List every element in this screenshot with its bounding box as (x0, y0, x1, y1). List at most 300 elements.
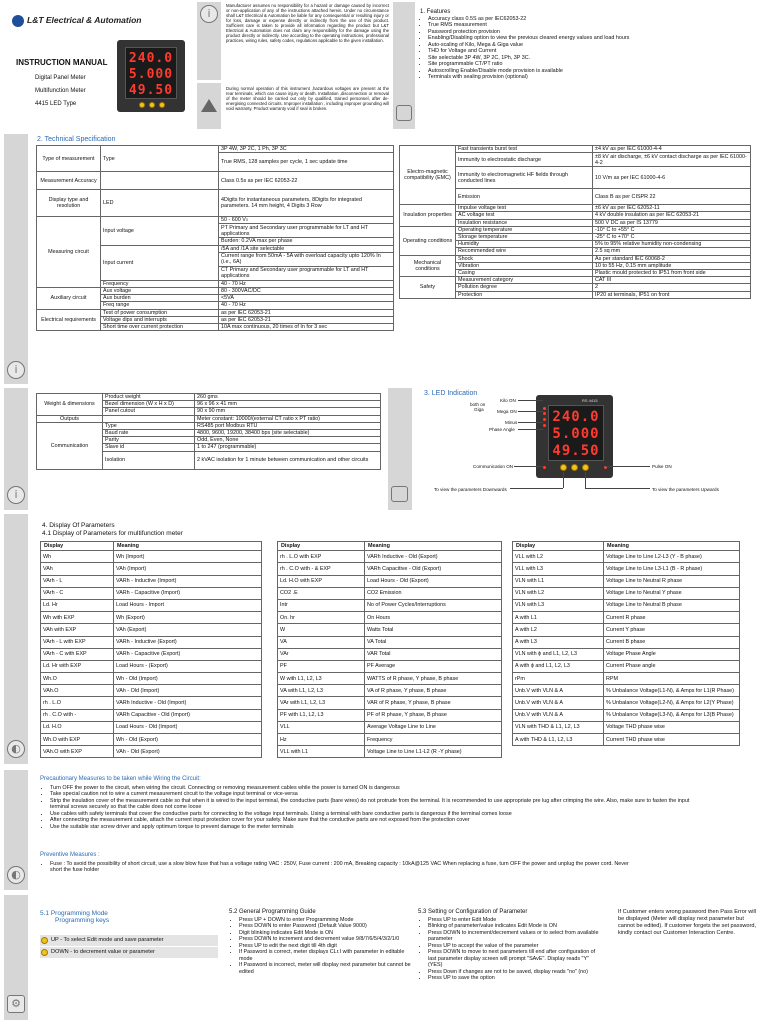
line-down-h (510, 488, 563, 489)
display-meaning: Load Hours - Import (114, 599, 262, 611)
table-row (41, 721, 262, 733)
display-meaning: Average Voltage Line to Line (365, 721, 502, 733)
table-row (513, 563, 740, 575)
precaution-item: • Use cables with safety terminals that cover the conductive parts for connecting to the voltage input terminals. Using a terminal with bare conductive parts is dangerous if the terminal comes loose (50, 811, 747, 817)
warning-icon (201, 99, 217, 112)
cell: Slave id (103, 444, 195, 451)
features-list (420, 16, 760, 81)
password-note: If Customer enters wrong password then Pass Error will be displayed (Meter will display next parameter but cannot be edited). If customer forgets the set password, kindly contact our Customer Interaction Centre. (618, 909, 757, 936)
cell: IP20 at terminals, IP51 on front (593, 291, 751, 298)
display-meaning: RPM (604, 673, 740, 685)
cell: Safety (400, 277, 456, 299)
phys-sidebar (4, 388, 28, 510)
display-code: VLN with L1 (513, 575, 604, 587)
cell: Isolation (103, 451, 195, 469)
cell: CT Primary and Secondary user programmable for LT and HT applications (219, 266, 394, 280)
list-icon (391, 486, 408, 502)
table-row (41, 709, 262, 721)
col-head-meaning: Meaning (604, 542, 740, 551)
meter-model: RS 4415 (582, 398, 598, 403)
cell: as per IEC 62053-21 (219, 309, 394, 316)
cell: Type (101, 146, 219, 172)
line-pulse (606, 466, 650, 467)
cell: Baud rate (103, 430, 195, 437)
display-meaning: VAh - Old (Export) (114, 746, 262, 758)
tech-title: 2. Technical Specification (37, 136, 116, 143)
display-code: VLL (278, 721, 365, 733)
cell: Input voltage (101, 217, 219, 245)
cell: Test of power consumption (101, 309, 219, 316)
cell: Short time over current protection (101, 324, 219, 331)
cell: Recommended wire (456, 248, 593, 255)
meter-button-2 (149, 102, 155, 108)
col-head-display: Display (278, 542, 365, 551)
cell: Insulation resistance (456, 219, 593, 226)
disp-sidebar (4, 514, 28, 764)
phase-led (543, 424, 546, 427)
cell: 10 to 55 Hz, 0.15 mm amplitude (593, 262, 751, 269)
display-meaning: VAh (Export) (114, 624, 262, 636)
display-meaning: Wh (Import) (114, 551, 262, 563)
cell: 2 (593, 284, 751, 291)
cell: Pollution degree (456, 284, 593, 291)
line-minus (518, 422, 543, 423)
display-code: VAr with L1, L2, L3 (278, 697, 365, 709)
preventive-list (42, 861, 642, 874)
table-row (278, 599, 502, 611)
table-row (513, 575, 740, 587)
down-key-text: DOWN - to decrement value or parameter (51, 949, 155, 955)
precaution-title: Precautionary Measures to be taken while Wiring the Circuit: (40, 776, 201, 782)
cell: Product weight (103, 394, 195, 401)
display-meaning: CO2 Emission (365, 587, 502, 599)
guide-title: 5.2 General Programming Guide (229, 909, 316, 915)
cell: 500 V DC as per IS 13779 (593, 219, 751, 226)
display-meaning: VAR Total (365, 648, 502, 660)
feature-item: • Password protection provision (428, 29, 760, 35)
display-code: VAh with EXP (41, 624, 114, 636)
table-row (278, 721, 502, 733)
cell: 3P 4W, 3P 2C, 1 Ph, 3P 3C (219, 146, 394, 153)
cell: 80 - 300VAC/DC (219, 288, 394, 295)
cell: Auxiliary circuit (37, 288, 101, 310)
config-item: • Press Down if changes are not to be saved, display reads "no" (no) (428, 969, 604, 975)
label-both-on: both on (470, 402, 486, 407)
table-row (513, 709, 740, 721)
cell: 40 - 70 Hz (219, 302, 394, 309)
display-code: Wh with EXP (41, 612, 114, 624)
cell: Plastic mould protected to IP51 from front side (593, 270, 751, 277)
info-icon: i (200, 5, 218, 23)
display-meaning: Current Phase angle (604, 660, 740, 672)
cell: 40 - 70 Hz (219, 280, 394, 287)
cell: Storage temperature (456, 234, 593, 241)
config-title: 5.3 Setting or Configuration of Parameter (418, 909, 528, 915)
features-title: 1. Features (420, 9, 451, 15)
label-giga: Giga (474, 407, 484, 412)
display-meaning: Current R phase (604, 612, 740, 624)
features-sidebar (393, 2, 415, 129)
display-code: Ld. Hr (41, 599, 114, 611)
mid-button (571, 464, 578, 471)
display-meaning: VA Total (365, 636, 502, 648)
table-row (513, 624, 740, 636)
cell: Impulse voltage test (456, 205, 593, 212)
display-code: PF with L1, L2, L3 (278, 709, 365, 721)
feature-item: • Accuracy class 0.5S as per IEC62053-22 (428, 16, 760, 22)
display-meaning: Voltage Line to Neutral R phase (604, 575, 740, 587)
cell: ±8 kV air discharge, ±6 kV contact discharge as per IEC 61000-4-2 (593, 153, 751, 167)
cell: 2 kVAC isolation for 1 minute between communication and other circuits (195, 451, 381, 469)
cell: ±4 kV as per IEC 61000-4-4 (593, 146, 751, 153)
display-meaning: Current B phase (604, 636, 740, 648)
mega-led (543, 412, 546, 415)
col-head-meaning: Meaning (114, 542, 262, 551)
disp-subtitle: 4.1 Display of Parameters for multifunction meter (42, 530, 183, 537)
display-meaning: Voltage Line to Line L3-L1 (B - R phase) (604, 563, 740, 575)
table-row (278, 624, 502, 636)
cell: Panel cutout (103, 408, 195, 415)
display-code: Ld. H.O with EXP (278, 575, 365, 587)
display-code: rh . L.O (41, 697, 114, 709)
display-code: CO2 .E (278, 587, 365, 599)
config-list (420, 917, 604, 982)
table-row (278, 660, 502, 672)
display-meaning: VARh - Inductive (Import) (114, 575, 262, 587)
table-row (41, 612, 262, 624)
display-code: VLL with L3 (513, 563, 604, 575)
table-row (41, 746, 262, 758)
meter-row-2: 5.000 (128, 67, 174, 82)
cell: True RMS, 128 samples per cycle, 1 sec update time (219, 153, 394, 172)
cell: ±6 kV as per IEC 62052-11 (593, 205, 751, 212)
display-code: VAh.O (41, 685, 114, 697)
display-code: rh . C.O with - & EXP (278, 563, 365, 575)
table-row (41, 636, 262, 648)
display-code: A with ϕ and L1, L2, L3 (513, 660, 604, 672)
guide-item: • If Password is incorrect, meter will display next parameter but cannot be edited (239, 962, 411, 975)
label-phase-angle: Phase Angle (489, 427, 515, 432)
header-section (0, 0, 768, 132)
meter-image (117, 40, 185, 112)
cell: Meter constant: 10000/(external CT ratio x PT ratio) (195, 415, 381, 422)
feature-item: • Enabling/Disabling option to view the previous cleared energy values and load hours (428, 35, 760, 41)
display-code: VLN with ϕ and L1, L2, L3 (513, 648, 604, 660)
cell: As per standard IEC 60068-2 (593, 255, 751, 262)
display-meaning: % Unbalance Voltage(L3-N), & Amps for L3(B Phase) (604, 709, 740, 721)
display-code: W (278, 624, 365, 636)
display-code: On. hr (278, 612, 365, 624)
cell: 4Digits for instantaneous parameters, 8Digits for integrated parameters. 14 mm height, 4 Digits 3 Row (219, 190, 394, 217)
display-meaning: VARh - Capacitive (Import) (114, 587, 262, 599)
guide-item: • If Password is correct, meter displays CLr.I with parameter in editable mode (239, 949, 411, 962)
table-row (278, 587, 502, 599)
cell: Communication (37, 422, 103, 469)
display-code: VLL with L2 (513, 551, 604, 563)
display-meaning: VA of R phase, Y phase, B phase (365, 685, 502, 697)
table-row (278, 612, 502, 624)
line-up (585, 472, 586, 488)
cell: Operating temperature (456, 226, 593, 233)
manual-title: INSTRUCTION MANUAL (16, 58, 108, 67)
cell: Input current (101, 245, 219, 280)
display-meaning: % Unbalance Voltage(L1-N), & Amps for L1(R Phase) (604, 685, 740, 697)
cell: Class B as per CISPR 22 (593, 189, 751, 205)
table-row (278, 673, 502, 685)
table-row (278, 636, 502, 648)
display-meaning: Current Y phase (604, 624, 740, 636)
cell: Type of measurement (37, 146, 101, 172)
table-row (278, 685, 502, 697)
cell (103, 415, 195, 422)
display-code: Unb.V with VLN & A (513, 709, 604, 721)
table-row (41, 648, 262, 660)
display-code: rh . L.O with EXP (278, 551, 365, 563)
cell: Fast transients burst test (456, 146, 593, 153)
col-head-display: Display (513, 542, 604, 551)
preventive-title: Preventive Measures : (40, 852, 100, 858)
table-row (513, 697, 740, 709)
cell: -10° C to +55° C (593, 226, 751, 233)
precaution-item: • Use the suitable star screw driver and apply optimum torque to prevent damage to the meter terminals (50, 824, 747, 830)
display-meaning: VARh Capacitive - Old (Export) (365, 563, 502, 575)
table-row (278, 648, 502, 660)
info-icon: i (7, 486, 25, 504)
cell: Immunity to electrostatic discharge (456, 153, 593, 167)
list-icon (396, 105, 412, 121)
guide-item: • Press DOWN to enter Password (Default Value 9000) (239, 923, 411, 929)
display-meaning: Load Hours - Old (Export) (365, 575, 502, 587)
table-row (278, 709, 502, 721)
table-row (278, 734, 502, 746)
product-line-3: 4415 LED Type (35, 101, 77, 107)
table-row (278, 563, 502, 575)
table-row (41, 685, 262, 697)
cell: Measurement Accuracy (37, 172, 101, 190)
cell: Aux burden (101, 295, 219, 302)
up-key-text: UP - To select Edit mode and save parameter (51, 937, 164, 943)
prog-sidebar (4, 895, 28, 1020)
guide-list (231, 917, 411, 975)
display-code: Wh (41, 551, 114, 563)
cell: Vibration (456, 262, 593, 269)
config-item: • Press DOWN to increment/decrement values or to select from available parameter (428, 930, 604, 943)
up-key-icon (41, 937, 48, 944)
cell: /5A and /1A site selectable (219, 245, 394, 252)
guide-item: • Press UP to edit the next digit till 4th digit (239, 943, 411, 949)
table-row (513, 636, 740, 648)
display-meaning: VAh (Import) (114, 563, 262, 575)
display-code: VLN with L2 (513, 587, 604, 599)
display-meaning: VAh - Old (Import) (114, 685, 262, 697)
table-row (513, 648, 740, 660)
gauge-icon: ◐ (7, 866, 25, 884)
display-code: Hz (278, 734, 365, 746)
cell: 90 x 90 mm (195, 408, 381, 415)
cell: Freq range (101, 302, 219, 309)
meter-screen (125, 47, 177, 99)
cell: 4800, 9600, 19200, 38400 bps (site selectable) (195, 430, 381, 437)
display-code: VAh (41, 563, 114, 575)
display-meaning: Current THD phase wise (604, 734, 740, 746)
precaution-item: • Strip the insulation cover of the measurement cable so that when it is wired to the input terminal, the conductive parts (bare wires) do not protrude from the terminal. It is recommended to use appropriate pre lug after crimping the wire. Also, make sure to fasten the input terminal screws securely so that the cable does not come loose (50, 798, 690, 811)
display-meaning: Voltage Phase Angle (604, 648, 740, 660)
cell: Measurement category (456, 277, 593, 284)
cell: 260 gms (195, 394, 381, 401)
guide-item: • Digit blinking indicates Edit Mode is ON (239, 930, 411, 936)
display-meaning: VAR of R phase, Y phase, B phase (365, 697, 502, 709)
display-code: A with THD & L1, L2, L3 (513, 734, 604, 746)
led-row-2: 5.000 (552, 426, 600, 442)
line-kilo (518, 400, 543, 401)
disp-title: 4. Display Of Parameters (42, 522, 115, 529)
display-code: VA (278, 636, 365, 648)
config-item: • Blinking of parameter/value indicates Edit Mode is ON (428, 923, 604, 929)
display-meaning: Voltage THD phase wise (604, 721, 740, 733)
display-meaning: VARh Capacitive - Old (Import) (114, 709, 262, 721)
display-code: A with L3 (513, 636, 604, 648)
up-key-row (40, 935, 218, 946)
display-meaning: Voltage Line to Line L1-L2 (R -Y phase) (365, 746, 502, 758)
feature-item: • THD for Voltage and Current (428, 48, 760, 54)
display-code: VArh - C (41, 587, 114, 599)
table-row (513, 734, 740, 746)
led-row-1: 240.0 (552, 409, 600, 425)
display-code: VArh - C with EXP (41, 648, 114, 660)
cell: 10A max continuous, 20 times of In for 3 sec (219, 324, 394, 331)
cell: 2.5 sq mm (593, 248, 751, 255)
table-row (513, 721, 740, 733)
cell: Voltage dips and interrupts (101, 316, 219, 323)
info-icon-box (197, 2, 221, 80)
table-row (41, 624, 262, 636)
display-code: Unb.V with VLN & A (513, 685, 604, 697)
led-meter-screen (548, 405, 604, 461)
display-meaning: Watts Total (365, 624, 502, 636)
cell: RS485 port Modbus RTU (195, 422, 381, 429)
feature-item: • Auto-scaling of Kilo, Mega & Giga value (428, 42, 760, 48)
table-row (41, 673, 262, 685)
table-row (41, 734, 262, 746)
led-meter-image (536, 395, 613, 478)
display-code: VArh - L (41, 575, 114, 587)
kilo-led (543, 407, 546, 410)
cell: Electrical requirements (37, 309, 101, 331)
col-head-display: Display (41, 542, 114, 551)
config-item: • Press DOWN to move to next parameters till end after configuration of last parameter display screen will prompt "SAvE". Display reads "Y" (YES) (428, 949, 604, 968)
feature-item: • Site programmable CT/PT ratio (428, 61, 760, 67)
display-table-2 (277, 541, 502, 758)
table-row (513, 612, 740, 624)
cell: Current range from 50mA - 5A with overload capacity upto 120% In (i.e., 6A) (219, 252, 394, 266)
label-view-down: To view the parameters Downwards (434, 487, 507, 492)
display-meaning: VARh Inductive - Old (Import) (114, 697, 262, 709)
down-key-row (40, 947, 218, 958)
display-meaning: Frequency (365, 734, 502, 746)
cell: Parity (103, 437, 195, 444)
display-code: Unb.V with VLN & A (513, 697, 604, 709)
display-code: VLN with THD & L1, L2, L3 (513, 721, 604, 733)
precaution-list (42, 785, 747, 830)
label-pulse: Pulse ON (652, 464, 672, 469)
gear-icon: ⚙ (7, 995, 25, 1013)
feature-item: • Autoscrolling Enable/Disable mode provision is available (428, 68, 760, 74)
table-row (41, 660, 262, 672)
display-code: rPm (513, 673, 604, 685)
feature-item: • Site selectable 3P 4W, 3P 2C, 1Ph, 3P 3C. (428, 55, 760, 61)
cell: Immunity to electromagnetic HF fields through conducted lines (456, 167, 593, 189)
cell: Odd, Even, None (195, 437, 381, 444)
display-code: VAh.O with EXP (41, 746, 114, 758)
cell: 10 V/m as per IEC 61000-4-6 (593, 167, 751, 189)
table-row (513, 587, 740, 599)
line-comm (514, 466, 543, 467)
display-code: VLN with L3 (513, 599, 604, 611)
warning-icon-box (197, 83, 221, 129)
cell (101, 172, 219, 190)
display-code: A with L2 (513, 624, 604, 636)
down-button (560, 464, 567, 471)
cell: 5% to 95% relative humidity non-condensing (593, 241, 751, 248)
display-meaning: Load Hours - Old (Import) (114, 721, 262, 733)
label-kilo: Kilo ON (500, 398, 516, 403)
prog-title: 5.1 Programming Mode (40, 910, 108, 917)
gauge-icon: ◐ (7, 740, 25, 758)
line-phase (518, 429, 543, 430)
cell: Class 0.5s as per IEC 62053-22 (219, 172, 394, 190)
down-key-icon (41, 949, 48, 956)
tech-sidebar (4, 134, 28, 384)
cell: Operating conditions (400, 226, 456, 255)
cell: Humidity (456, 241, 593, 248)
feature-item: • Terminals with sealing provision (optional) (428, 74, 760, 80)
col-head-meaning: Meaning (365, 542, 502, 551)
cell: Shock (456, 255, 593, 262)
display-meaning: On Hours (365, 612, 502, 624)
label-minus: Minus (505, 420, 518, 425)
display-meaning: PF of R phase, Y phase, B phase (365, 709, 502, 721)
display-code: PF (278, 660, 365, 672)
table-row (278, 746, 502, 758)
cell: Weight & dimensions (37, 394, 103, 416)
table-row (278, 697, 502, 709)
table-row (41, 587, 262, 599)
display-code: A with L1 (513, 612, 604, 624)
display-meaning: VARh - Capacitive (Export) (114, 648, 262, 660)
precaution-item: • After connecting the measurement cable, attach the current input protection cover for your safety. Make sure that the conductive parts are not exposed from the protection cover (50, 817, 747, 823)
comm-led (543, 466, 546, 469)
label-view-up: To view the parameters Upwards (652, 487, 719, 492)
display-meaning: Voltage Line to Line L2-L3 (Y - B phase) (604, 551, 740, 563)
config-item: • Press UP to accept the value of the parameter (428, 943, 604, 949)
display-meaning: VARh Inductive - Old (Export) (365, 551, 502, 563)
cell: Mechanical conditions (400, 255, 456, 277)
display-meaning: Voltage Line to Neutral Y phase (604, 587, 740, 599)
product-line-1: Digital Panel Meter (35, 75, 86, 81)
cell: <5VA (219, 295, 394, 302)
cell: AC voltage test (456, 212, 593, 219)
cell: Type (103, 422, 195, 429)
minus-led (543, 418, 546, 421)
cell: PT Primary and Secondary user programmable for LT and HT applications (219, 224, 394, 238)
display-code: Wh.O with EXP (41, 734, 114, 746)
meter-row-1: 240.0 (128, 51, 174, 66)
up-button (582, 464, 589, 471)
cell: Display type and resolution (37, 190, 101, 217)
guide-item: • Press UP + DOWN to enter Programming Mode (239, 917, 411, 923)
line-mega (518, 411, 543, 412)
display-meaning: No of Power Cycles/Interruptions (365, 599, 502, 611)
